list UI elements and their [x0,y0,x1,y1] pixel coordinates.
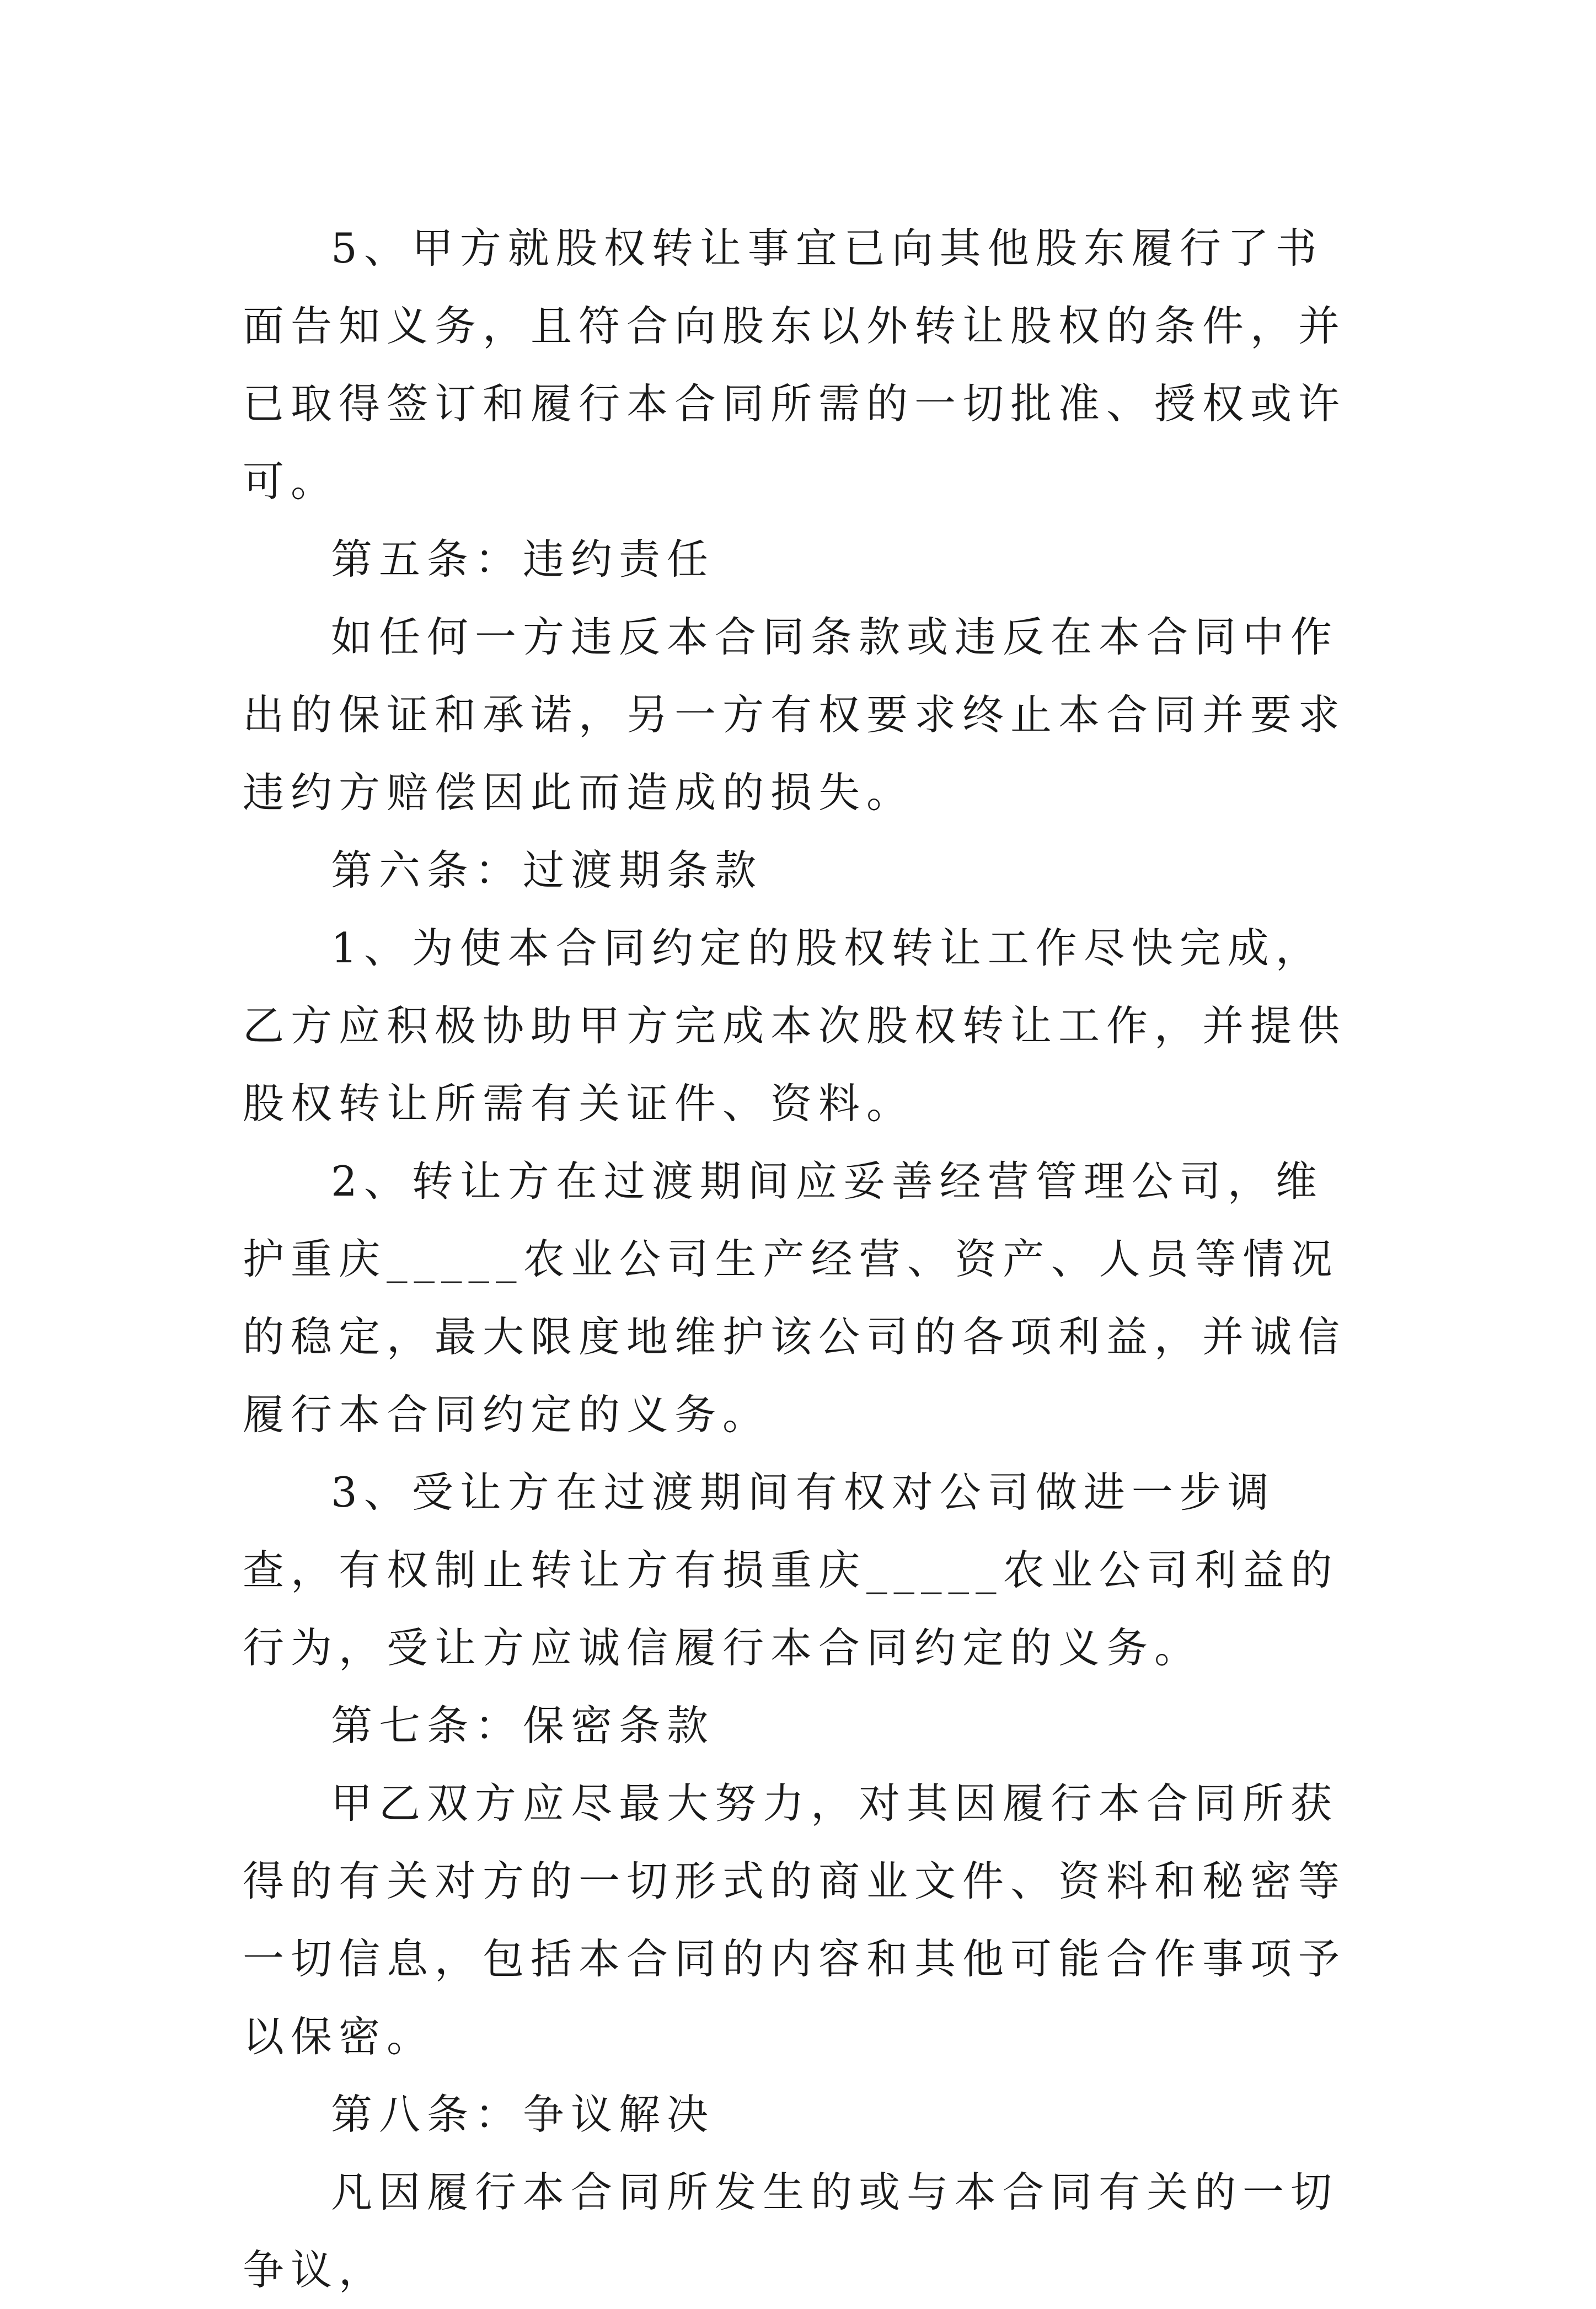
document-body [243,210,1368,2309]
paragraph-article-5-body: 如任何一方违反本合同条款或违反在本合同中作出的保证和承诺，另一方有权要求终止本合同并要求违约方赔偿因此而造成的损失。 [243,613,1347,817]
paragraph-article-6-item-3: 3、受让方在过渡期间有权对公司做进一步调查，有权制止转让方有损重庆_____农业公司利益的行为，受让方应诚信履行本合同约定的义务。 [243,1468,1339,1672]
heading-article-7: 第七条：保密条款 [331,1701,715,1750]
paragraph-clause-4-item-5: 5、甲方就股权转让事宜已向其他股东履行了书面告知义务，且符合向股东以外转让股权的条件，并已取得签订和履行本合同所需的一切批准、授权或许可。 [243,224,1347,506]
heading-article-8: 第八条：争议解决 [331,2090,715,2139]
paragraph-article-6-item-2: 2、转让方在过渡期间应妥善经营管理公司，维护重庆_____农业公司生产经营、资产、人员等情况的稳定，最大限度地维护该公司的各项利益，并诚信履行本合同约定的义务。 [243,1157,1347,1439]
heading-article-5: 第五条：违约责任 [331,535,715,583]
paragraph-article-6-item-1: 1、为使本合同约定的股权转让工作尽快完成，乙方应积极协助甲方完成本次股权转让工作，并提供股权转让所需有关证件、资料。 [243,924,1347,1128]
paragraph-article-8-body: 凡因履行本合同所发生的或与本合同有关的一切争议， [243,2168,1339,2294]
paragraph-article-7-body: 甲乙双方应尽最大努力，对其因履行本合同所获得的有关对方的一切形式的商业文件、资料和秘密等一切信息，包括本合同的内容和其他可能合作事项予以保密。 [243,1779,1347,2061]
heading-article-6: 第六条：过渡期条款 [331,846,763,894]
